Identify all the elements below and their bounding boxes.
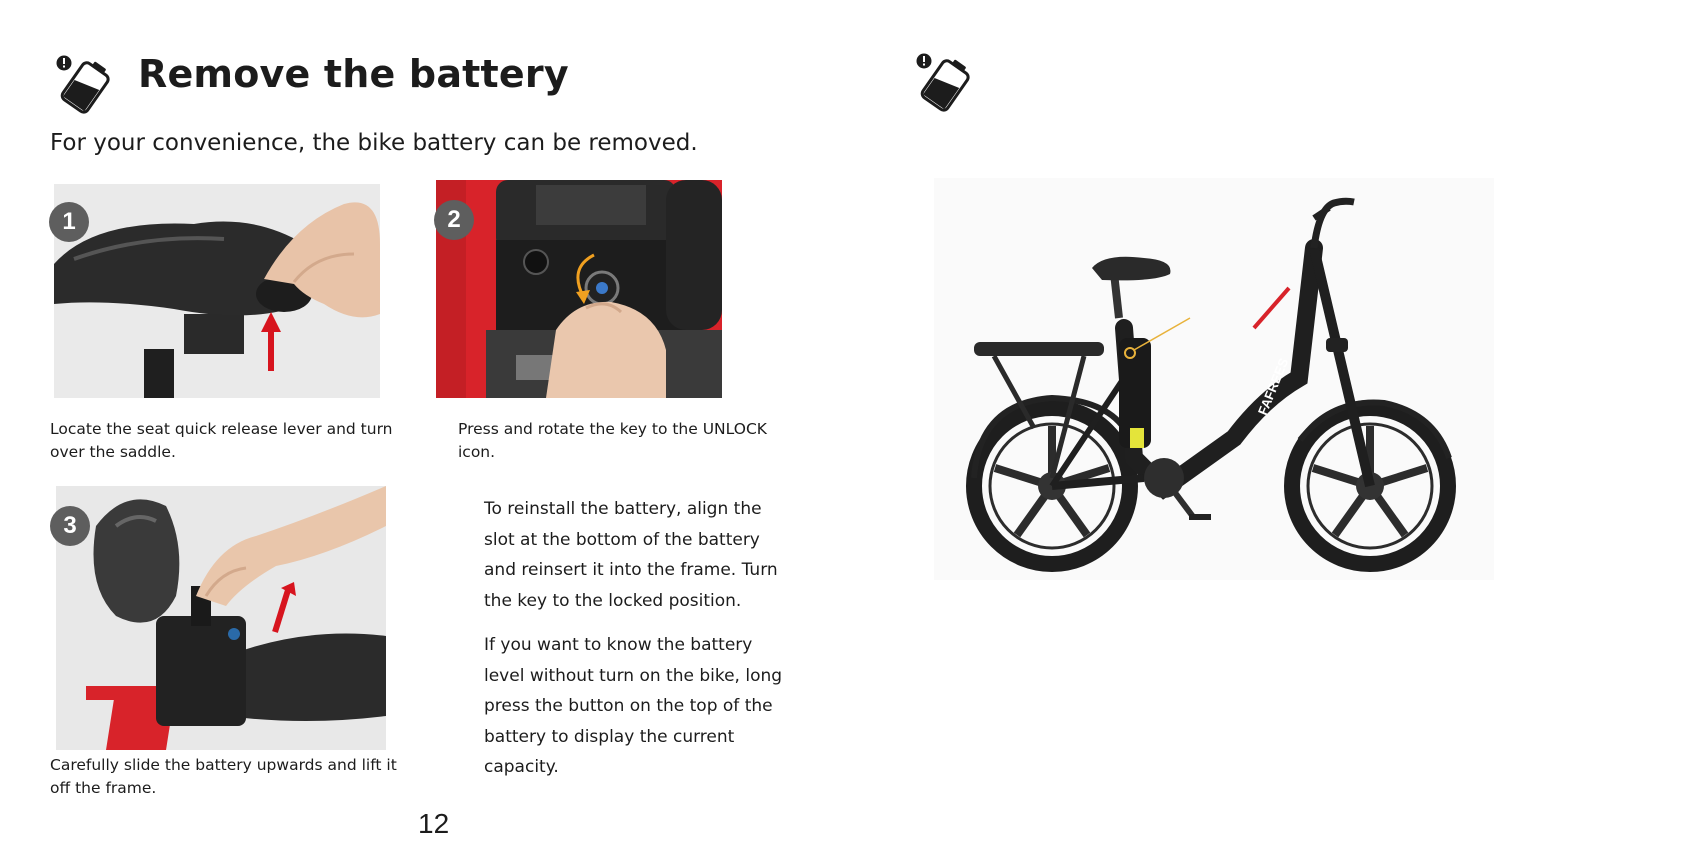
step-2-photo <box>436 180 722 398</box>
step-3-badge: 3 <box>50 506 90 546</box>
page-title: Remove the battery <box>138 52 569 96</box>
bike-logo: FAFREES <box>1254 355 1292 418</box>
battery-level-note: If you want to know the battery level without turn on the bike, long press the button on the top of the battery to display the current capacity. <box>484 635 783 777</box>
step-1-badge: 1 <box>49 202 89 242</box>
step-3-photo <box>56 486 386 750</box>
page-number: 12 <box>418 808 450 839</box>
step-2-badge: 2 <box>434 200 474 240</box>
step-1-caption: Locate the seat quick release lever and turn over the saddle. <box>50 420 393 461</box>
step-3-caption: Carefully slide the battery upwards and lift it off the frame. <box>50 756 397 797</box>
battery-warning-icon <box>910 50 974 114</box>
ebike-photo <box>934 178 1494 580</box>
step-2-caption: Press and rotate the key to the UNLOCK icon. <box>458 420 767 461</box>
intro-text: For your convenience, the bike battery can be removed. <box>50 130 698 156</box>
reinstall-note: To reinstall the battery, align the slot at the bottom of the battery and reinsert it into the frame. Turn the key to the locked position. <box>484 499 778 611</box>
step-1-photo <box>54 184 380 398</box>
battery-warning-icon <box>50 52 114 116</box>
